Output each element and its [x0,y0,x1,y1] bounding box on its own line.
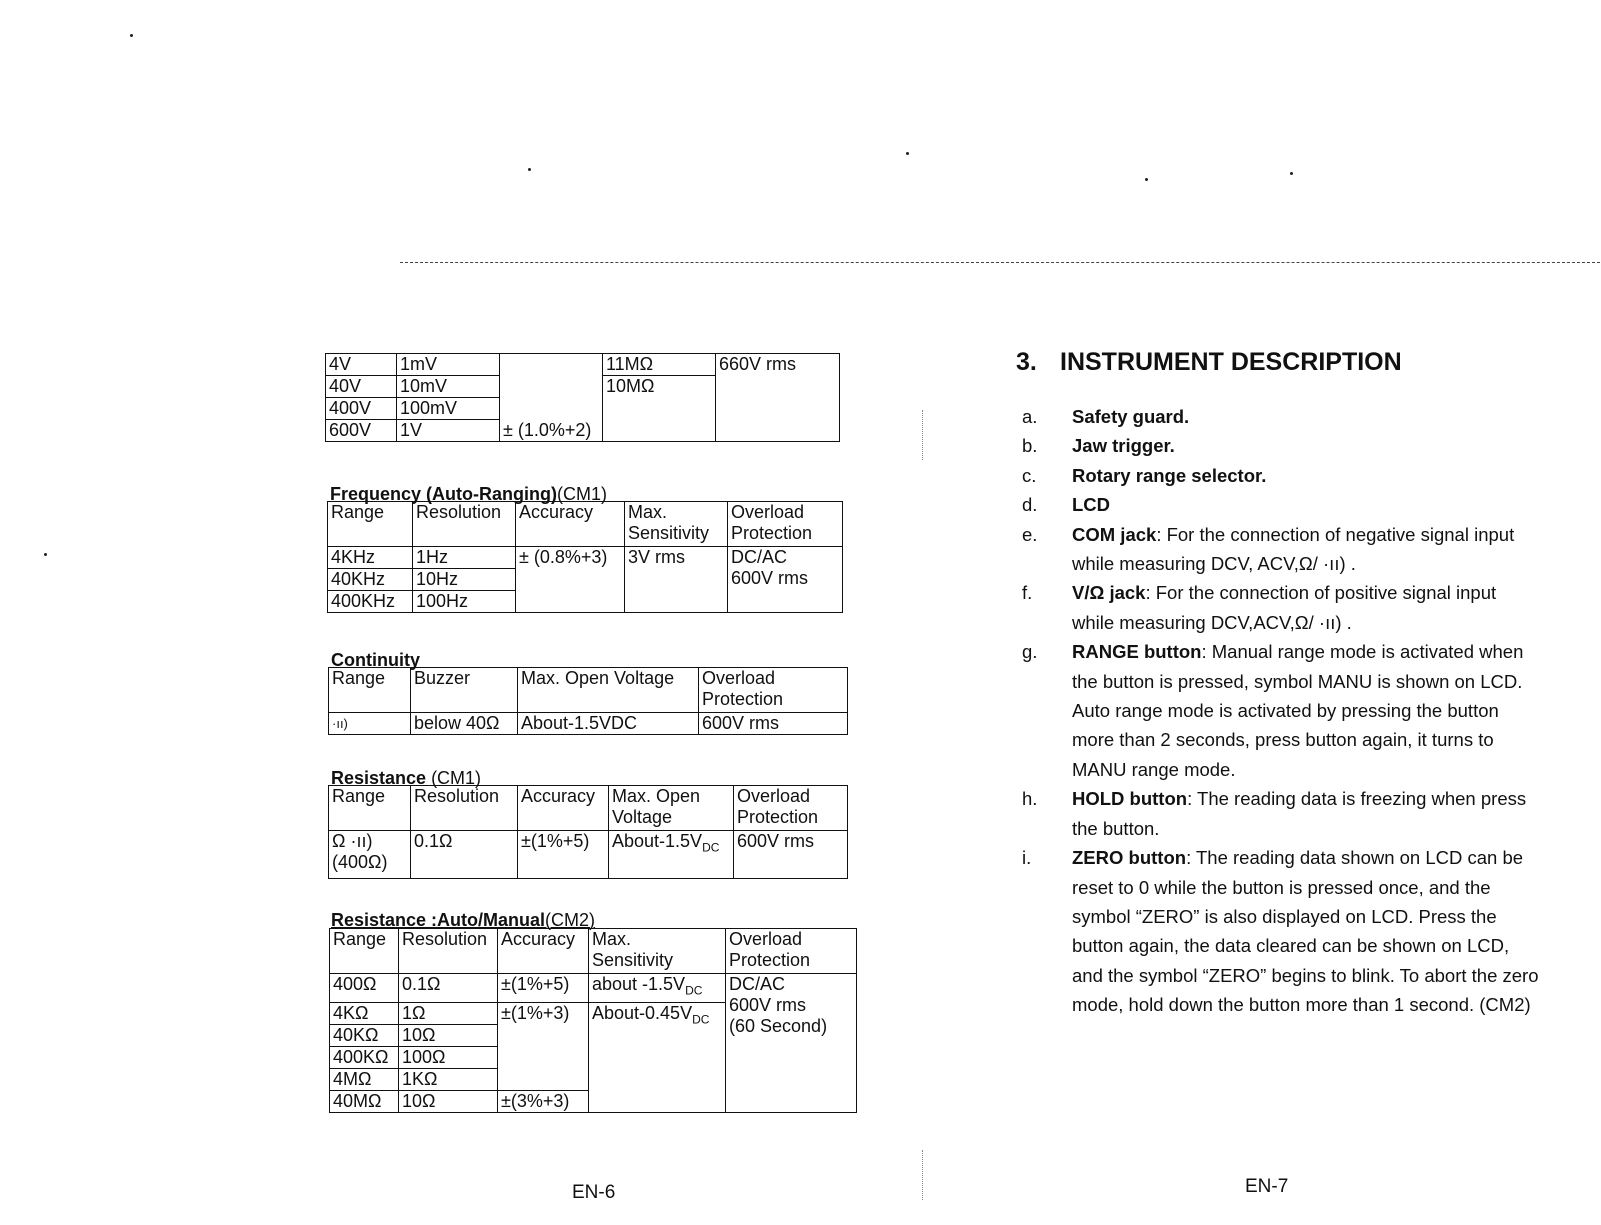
table-header-row [329,668,848,713]
range-cell: 400V [326,398,397,420]
table-header-row [330,929,857,974]
voltage-cell: about $-1.5V_{DC}$ [589,974,726,1003]
impedance-cell: 11MΩ [603,354,716,376]
impedance-cell: 10MΩ [603,376,716,442]
range-cell: 4V [326,354,397,376]
continuity-title: Continuity [331,650,420,670]
sensitivity-cell: 3V rms [625,547,728,613]
accuracy-cell: ±(3%+3) [498,1090,589,1112]
voltage-cell: About-1.5VDC [518,713,699,735]
resolution-cell: 10Hz [413,569,516,591]
range-cell: 600V [326,420,397,442]
resolution-cell: 10Ω [399,1090,498,1112]
resolution-cell: 1Ω [399,1002,498,1024]
overload-cell: DC/AC 600V rms (60 Second) [726,974,857,1113]
scan-speck [528,168,531,171]
column-header: Accuracy [498,929,589,974]
list-item: d. LCD [1022,494,1111,516]
column-header: Max. Sensitivity [589,929,726,974]
resolution-cell: 0.1Ω [399,974,498,1003]
column-header: Range [330,929,399,974]
accuracy-cell: ±(1%+5) [498,974,589,1003]
column-header: Max. Sensitivity [625,502,728,547]
table-header-row [329,786,848,831]
page-title [1016,348,1402,377]
range-cell: 400KHz [328,591,413,613]
resolution-cell: 10Ω [399,1024,498,1046]
range-cell: Ω ·ıı) (400Ω) [329,831,411,879]
resolution-cell: 1mV [397,354,500,376]
column-header: Max. Open Voltage [609,786,734,831]
frequency-table [327,501,843,613]
accuracy-cell: ±(1%+5) [518,831,609,879]
resistance-cm2-table [329,928,857,1113]
scan-speck [130,34,133,37]
page-number-left: EN-6 [572,1182,616,1203]
resolution-cell: 1V [397,420,500,442]
voltage-cell: About-$1.5V_{DC}$ [609,831,734,879]
column-header: Overload Protection [728,502,843,547]
voltage-table [325,353,840,442]
range-cell: 40MΩ [330,1090,399,1112]
table-row [326,354,840,376]
resistance-cm2-title: Resistance :Auto/Manual(CM2) [331,910,596,930]
table-row [329,713,848,735]
overload-cell: DC/AC 600V rms [728,547,843,613]
list-item: a. Safety guard. [1022,406,1190,427]
column-header: Overload Protection [726,929,857,974]
resolution-cell: 100mV [397,398,500,420]
column-header: Range [329,786,411,831]
scan-speck [44,553,47,556]
column-header: Accuracy [516,502,625,547]
resolution-cell: 100Ω [399,1046,498,1068]
column-header: Range [328,502,413,547]
buzzer-cell: below 40Ω [411,713,518,735]
column-header: Resolution [413,502,516,547]
resolution-cell: 10mV [397,376,500,398]
range-cell: 40KΩ [330,1024,399,1046]
resolution-cell: 1KΩ [399,1068,498,1090]
accuracy-cell: ±(1%+3) [498,1002,589,1090]
list-item: e. COM jack: For the connection of negative signal input while measuring DCV, ACV,Ω/ ·ıı) . [1022,523,1515,575]
range-cell: 4MΩ [330,1068,399,1090]
range-cell: 4KΩ [330,1002,399,1024]
overload-cell: 660V rms [716,354,840,442]
column-header: Accuracy [518,786,609,831]
range-cell: 400Ω [330,974,399,1003]
list-item: f. V/Ω jack: For the connection of positive signal input while measuring DCV,ACV,Ω/ ·ıı) . [1022,582,1497,633]
list-item: i. ZERO button: The reading data shown on LCD can be reset to 0 while the button is pressed once, and the symbol “ZERO” is also displayed on LCD. Press the button again, the data cleared can be shown on LCD, and the symbol “ZERO” begins to blink. To abort the zero mode, hold down the button more than 1 second. (CM2) [1022,847,1539,1016]
resolution-cell: 100Hz [413,591,516,613]
list-item: g. RANGE button: Manual range mode is activated when the button is pressed, symbol MANU is shown on LCD. Auto range mode is activated by pressing the button more than 2 seconds, press button again, it turns to MANU range mode. [1022,641,1524,780]
list-item: b. Jaw trigger. [1022,435,1175,457]
column-header: Resolution [399,929,498,974]
table-row [330,974,857,1003]
table-row [328,547,843,569]
overload-cell: 600V rms [734,831,848,879]
voltage-cell: About-$0.45V_{DC}$ [589,1002,726,1112]
list-item: c. Rotary range selector. [1022,464,1267,486]
page-gutter [922,410,923,460]
page-gutter [922,1150,923,1200]
column-header: Overload Protection [699,668,848,713]
scan-speck [1145,178,1148,181]
column-header: Buzzer [411,668,518,713]
column-header: Max. Open Voltage [518,668,699,713]
buzzer-icon: ·ıı) [329,713,411,735]
table-header-row [328,502,843,547]
resistance-cm1-title: Resistance (CM1) [331,768,482,788]
column-header: Overload Protection [734,786,848,831]
continuity-table [328,667,848,735]
accuracy-cell: ± (1.0%+2) [500,420,603,442]
heading-title: INSTRUMENT DESCRIPTION [1060,348,1402,376]
scan-speck [906,152,909,155]
heading-number: 3. [1016,348,1037,376]
resistance-cm1-table [328,785,848,879]
list-item: h. HOLD button: The reading data is freezing when press the button. [1022,788,1527,839]
table-row [329,831,848,879]
frequency-title: Frequency (Auto-Ranging)(CM1) [330,484,607,504]
column-header: Range [329,668,411,713]
resolution-cell: 1Hz [413,547,516,569]
overload-cell: 600V rms [699,713,848,735]
scan-speck [1290,172,1293,175]
resolution-cell: 0.1Ω [411,831,518,879]
column-header: Resolution [411,786,518,831]
range-cell: 40V [326,376,397,398]
accuracy-cell: ± (0.8%+3) [516,547,625,613]
accuracy-cell [500,354,603,420]
instrument-description-list [1022,402,1542,1020]
range-cell: 4KHz [328,547,413,569]
range-cell: 400KΩ [330,1046,399,1068]
page-number-right: EN-7 [1245,1176,1289,1197]
scan-rule-line [400,262,1600,263]
range-cell: 40KHz [328,569,413,591]
